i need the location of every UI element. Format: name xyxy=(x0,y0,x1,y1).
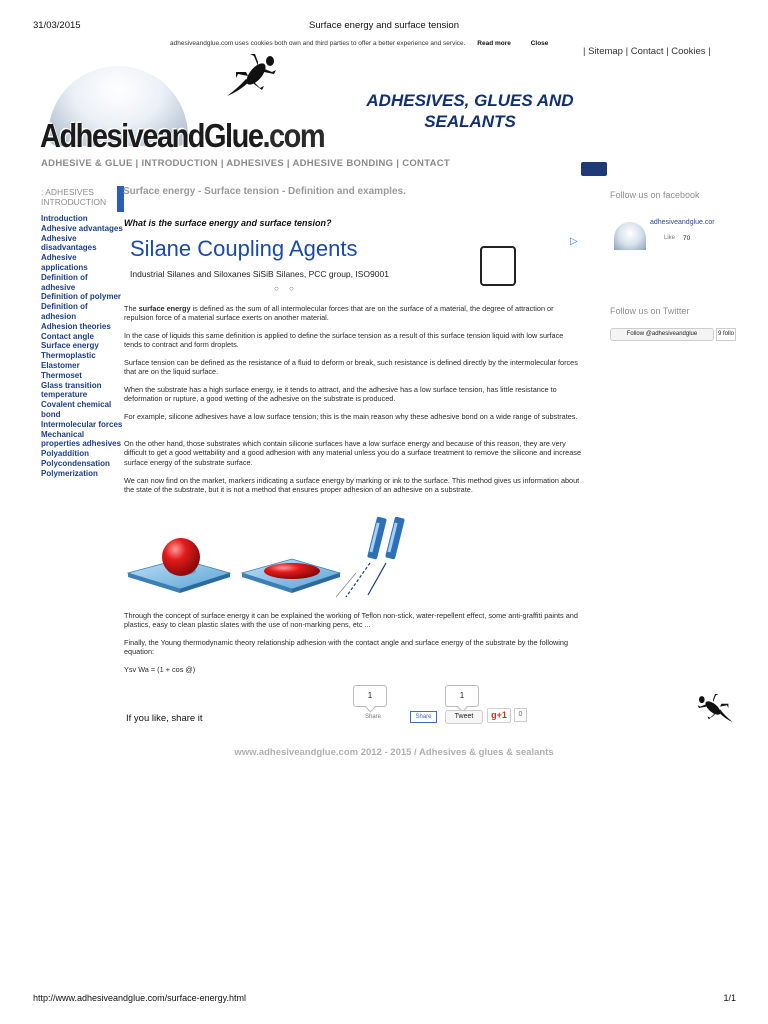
paragraph-7: We can now find on the market, markers indicating a surface energy by marking or ink to the surface. This method gives us information about the state of the substrate, but it is not a method that ensures proper adhesion of an adhesive on a substrate. xyxy=(124,476,580,495)
ad-pagination-dots[interactable]: ○ ○ xyxy=(274,284,298,293)
paragraph-3: Surface tension can be defined as the resistance of a fluid to deform or break, such resistance is defined directly by the intermolecular forces that are on the liquid surface. xyxy=(124,358,578,377)
sidebar-item[interactable]: Definition of adhesion xyxy=(41,302,88,321)
sidebar-item[interactable]: Elastomer xyxy=(41,360,80,370)
print-date: 31/03/2015 xyxy=(33,20,81,31)
sidebar-item[interactable]: Thermoplastic xyxy=(41,351,96,361)
surface-energy-images xyxy=(124,517,444,601)
facebook-page-name[interactable]: adhesiveandglue.cor xyxy=(650,219,715,226)
print-title: Surface energy and surface tension xyxy=(309,20,459,31)
logo-tld-text: .com xyxy=(262,118,325,155)
sidebar-item[interactable]: Covalent chemical bond xyxy=(41,400,112,419)
paragraph-9: Finally, the Young thermodynamic theory relationship adhesion with the contact angle and surface energy of the substrate by the following equation: xyxy=(124,638,569,657)
nav-item-adhesive-bonding[interactable]: ADHESIVE BONDING xyxy=(292,158,394,169)
paragraph-4: When the substrate has a high surface energy, ie it tends to attract, and the adhesive has a low surface tension, has little resistance to deformation or rupture, a good wetting of the adhesive on the substrate is produced. xyxy=(124,385,557,404)
sidebar-item[interactable]: Polyaddition xyxy=(41,449,89,459)
sidebar-item[interactable]: Surface energy xyxy=(41,341,99,351)
sidebar-item[interactable]: Mechanical properties adhesives xyxy=(41,429,122,449)
p1-pre: The xyxy=(124,304,139,313)
article-title: Surface energy - Surface tension - Definition and examples. xyxy=(123,186,406,197)
sidebar-item[interactable]: Glass transition temperature xyxy=(41,380,102,400)
print-url: http://www.adhesiveandglue.com/surface-energy.html xyxy=(33,993,246,1003)
paragraph-5: For example, silicone adhesives have a low surface tension; this is the main reason why these adhesive bond on a wide range of substrates. xyxy=(124,412,578,421)
sidebar-menu xyxy=(41,214,123,479)
tweet-button[interactable]: Tweet xyxy=(445,710,483,724)
facebook-share-sub: Share xyxy=(365,714,382,720)
sidebar-item[interactable]: Contact angle xyxy=(41,331,94,341)
twitter-heading: Follow us on Twitter xyxy=(610,306,690,316)
top-links xyxy=(583,46,711,57)
sidebar-item[interactable]: Thermoset xyxy=(41,370,82,380)
bead-drop-image xyxy=(128,538,230,593)
sidebar-item[interactable]: Definition of adhesive xyxy=(41,272,88,292)
p1-post: is defined as the sum of all intermolecular forces that are on the surface of a material, the degree of attraction or repulsion force of a material surface exerts on another material. xyxy=(124,304,554,323)
cookie-bar xyxy=(170,40,548,47)
sitemap-link[interactable]: | Sitemap | xyxy=(583,46,629,57)
site-title: ADHESIVES, GLUES AND SEALANTS xyxy=(366,91,574,131)
site-footer: www.adhesiveandglue.com 2012 - 2015 / Adhesives & glues & sealants xyxy=(234,747,554,758)
logo-main-text: AdhesiveandGlue xyxy=(40,118,263,155)
gecko-icon xyxy=(692,690,734,726)
surface-energy-markers-image xyxy=(336,517,405,597)
twitter-follow-button[interactable]: Follow @adhesiveandglue xyxy=(610,328,714,341)
ad-title[interactable]: Silane Coupling Agents xyxy=(130,236,358,261)
read-more-link[interactable]: Read more xyxy=(477,40,511,47)
google-plus-count: 0 xyxy=(514,708,527,722)
paragraph-2: In the case of liquids this same definition is applied to define the surface tension as a result of this surface tension liquid with low surface tends to contract and form droplets. xyxy=(124,331,564,350)
cookie-message: adhesiveandglue.com uses cookies both own and third parties to offer a better experience and service. xyxy=(170,40,466,47)
site-logo[interactable] xyxy=(40,118,324,156)
paragraph-8: Through the concept of surface energy it can be explained the working of Teflon non-stick, water-repellent effect, some anti-graffiti paints and plastics, easy to clean plastic slates with the use of non-marking pens, etc ... xyxy=(124,611,578,630)
ad-banner[interactable] xyxy=(124,232,584,298)
p1-bold: surface energy xyxy=(138,304,191,313)
sidebar-heading: : ADHESIVES INTRODUCTION xyxy=(41,187,107,207)
facebook-page-thumbnail[interactable] xyxy=(614,222,646,250)
google-plus-button[interactable]: g+1 xyxy=(487,708,511,723)
sidebar-item[interactable]: Polycondensation xyxy=(41,458,110,468)
facebook-share-count: 1 xyxy=(353,685,387,707)
nav-item-introduction[interactable]: INTRODUCTION xyxy=(141,158,218,169)
sidebar-item[interactable]: Adhesive advantages xyxy=(41,223,123,233)
ad-choices-icon[interactable]: ▷ xyxy=(570,236,578,247)
sidebar-item[interactable]: Introduction xyxy=(41,214,88,223)
share-label: If you like, share it xyxy=(126,713,203,724)
nav-item-adhesives[interactable]: ADHESIVES xyxy=(226,158,284,169)
cookies-link[interactable]: | Cookies | xyxy=(666,46,711,57)
nav-item-contact[interactable]: CONTACT xyxy=(402,158,451,169)
sidebar-item[interactable]: Definition of polymer xyxy=(41,292,121,302)
ad-cta-button[interactable] xyxy=(480,246,516,286)
contact-link[interactable]: Contact xyxy=(630,46,664,57)
facebook-share-button[interactable]: Share xyxy=(410,711,437,723)
gecko-logo-icon xyxy=(224,52,284,100)
tweet-count: 1 xyxy=(445,685,479,707)
twitter-follower-count: 9 follo xyxy=(716,328,736,341)
paragraph-1 xyxy=(124,304,582,323)
spread-drop-image xyxy=(242,559,340,593)
main-nav: ADHESIVE & GLUE | INTRODUCTION | ADHESIVES | ADHESIVE BONDING | CONTACT xyxy=(41,158,451,169)
sidebar-item[interactable]: Adhesion theories xyxy=(41,321,111,331)
nav-item-adhesive-glue[interactable]: ADHESIVE & GLUE xyxy=(41,158,133,169)
print-page-number: 1/1 xyxy=(723,993,736,1003)
article-question: What is the surface energy and surface tension? xyxy=(124,218,332,228)
sidebar-item[interactable]: Adhesive disadvantages xyxy=(41,233,97,253)
sidebar-item[interactable]: Intermolecular forces xyxy=(41,419,123,429)
facebook-widget[interactable] xyxy=(614,218,734,254)
nav-blue-tab[interactable] xyxy=(581,162,607,176)
facebook-like-label[interactable]: Like xyxy=(664,235,676,241)
cookie-close-button[interactable]: Close xyxy=(530,40,549,47)
sidebar-item[interactable]: Polymerization xyxy=(41,468,98,478)
equation: Ysv Wa = (1 + cos @) xyxy=(124,665,196,674)
facebook-heading: Follow us on facebook xyxy=(610,190,700,200)
ad-subtitle: Industrial Silanes and Siloxanes SiSiB Silanes, PCC group, ISO9001 xyxy=(130,269,389,279)
facebook-like-count: 70 xyxy=(683,235,691,242)
sidebar-item[interactable]: Adhesive applications xyxy=(41,253,88,272)
paragraph-6: On the other hand, those substrates which contain silicone surfaces have a low surface energy and because of this reason, they are very difficult to get a good wettability and a good adhesion with any material unless you do a surface treatment to remove the silicone and increase surface energy of the substrate surface. xyxy=(124,439,582,467)
